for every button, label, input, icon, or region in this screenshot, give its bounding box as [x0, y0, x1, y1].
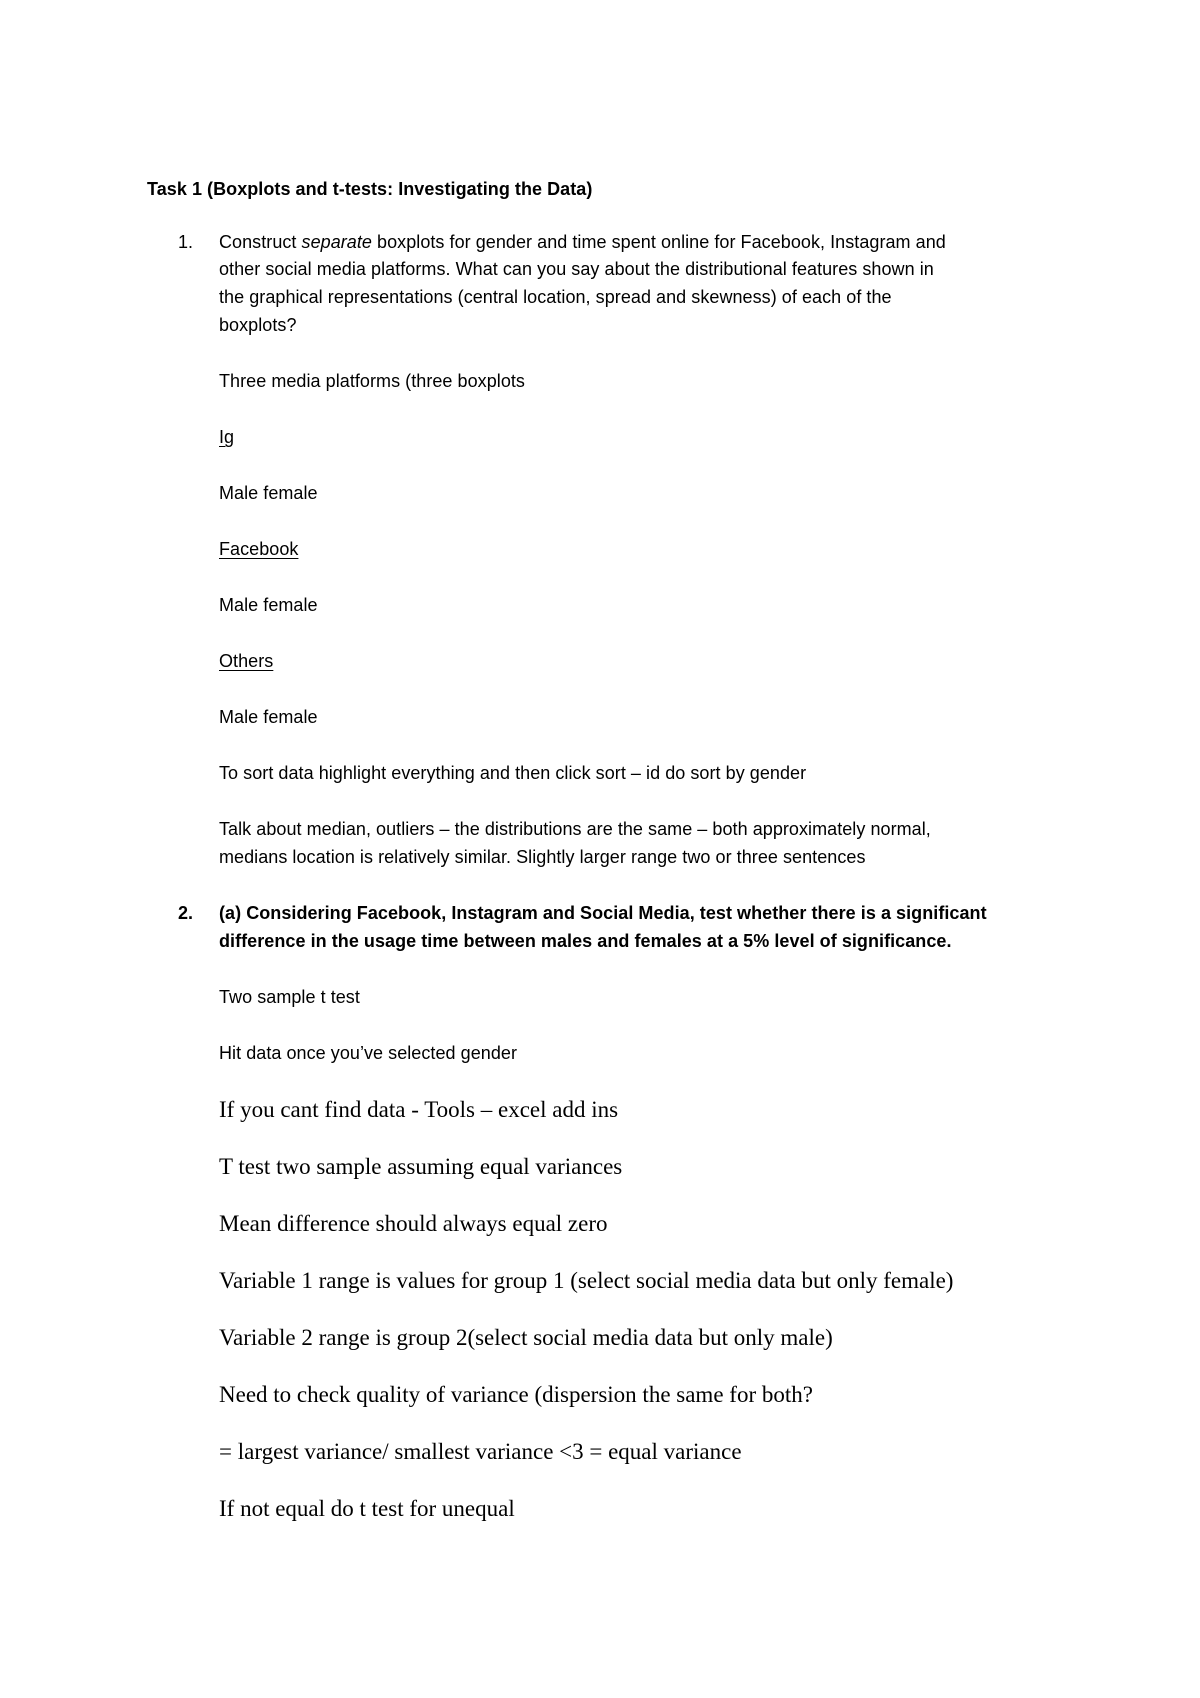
question-2-line-2: difference in the usage time between males and females at a 5% level of significance. [219, 931, 952, 951]
note-two-sample: Two sample t test [219, 987, 360, 1007]
note-others-heading: Others [219, 651, 274, 671]
note-t-test-equal: T test two sample assuming equal variances [219, 1154, 623, 1179]
note-others-gender: Male female [219, 707, 318, 727]
note-hit-data: Hit data once you’ve selected gender [219, 1043, 517, 1063]
note-variable-2: Variable 2 range is group 2(select social media data but only male) [219, 1325, 833, 1350]
note-check-quality: Need to check quality of variance (dispersion the same for both? [219, 1382, 813, 1407]
question-1-line-3: the graphical representations (central location, spread and skewness) of each of the [219, 287, 892, 307]
note-talk-line-2: medians location is relatively similar. Slightly larger range two or three sentences [219, 847, 866, 867]
question-1-line-4: boxplots? [219, 315, 297, 335]
note-sort-tip: To sort data highlight everything and then click sort – id do sort by gender [219, 763, 807, 783]
question-1-number: 1. [178, 232, 194, 252]
note-mean-difference: Mean difference should always equal zero [219, 1211, 608, 1236]
question-2-line-1: (a) Considering Facebook, Instagram and Social Media, test whether there is a significant [219, 903, 987, 923]
task-title: Task 1 (Boxplots and t-tests: Investigating the Data) [147, 179, 593, 199]
note-cant-find: If you cant find data - Tools – excel add ins [219, 1097, 619, 1122]
note-ig-gender: Male female [219, 483, 318, 503]
note-facebook-heading: Facebook [219, 539, 299, 559]
question-1-line-1 [219, 233, 946, 251]
note-variable-1: Variable 1 range is values for group 1 (select social media data but only female) [219, 1268, 954, 1293]
q1-line1-post: boxplots for gender and time spent online for Facebook, Instagram and [371, 232, 946, 252]
q1-line1-pre: Construct [219, 232, 302, 252]
note-not-equal: If not equal do t test for unequal [219, 1496, 515, 1521]
note-ratio-rule: = largest variance/ smallest variance <3 = equal variance [219, 1439, 742, 1464]
question-2-number: 2. [178, 903, 194, 923]
note-three-platforms: Three media platforms (three boxplots [219, 371, 525, 391]
note-talk-line-1: Talk about median, outliers – the distributions are the same – both approximately normal, [219, 819, 931, 839]
question-1-line-2: other social media platforms. What can you say about the distributional features shown in [219, 259, 934, 279]
note-facebook-gender: Male female [219, 595, 318, 615]
q1-line1-emphasis: separate [301, 232, 372, 252]
note-ig-heading: Ig [219, 427, 235, 447]
